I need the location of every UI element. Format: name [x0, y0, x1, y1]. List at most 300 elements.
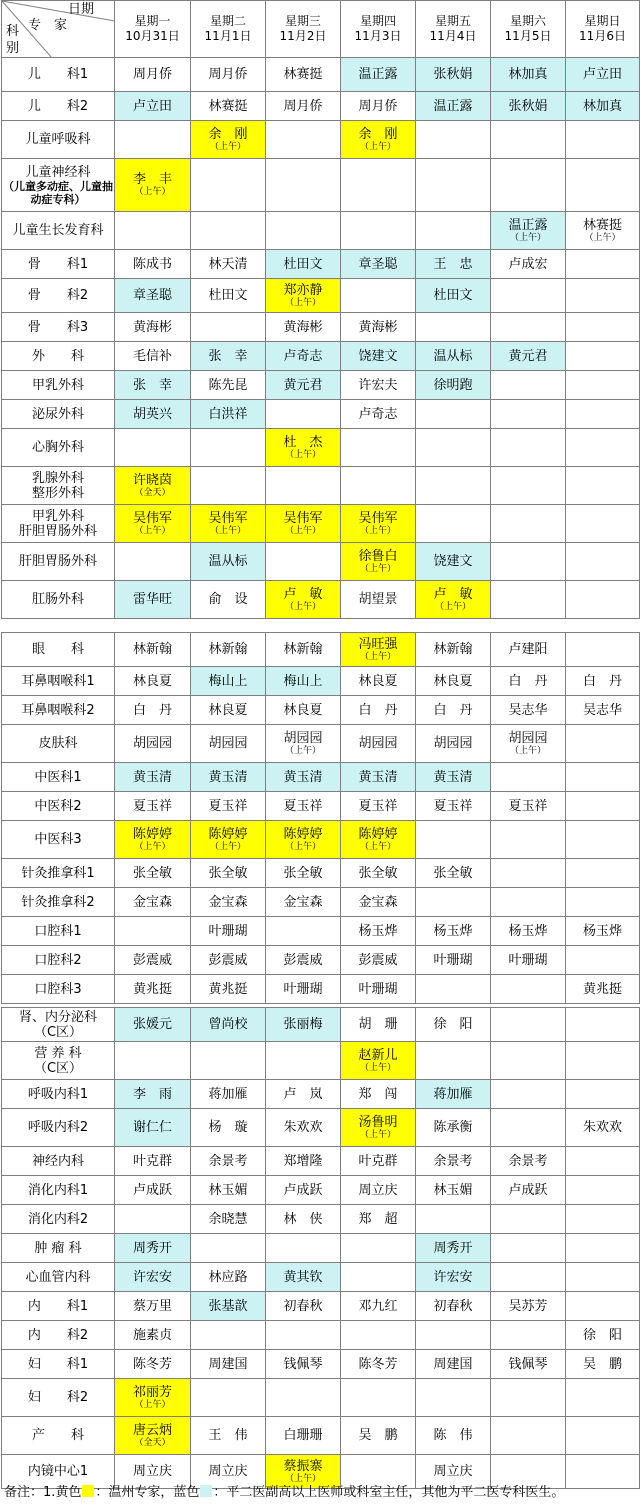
doctor-cell: [266, 725, 341, 763]
doctor-cell: [566, 1109, 640, 1147]
doctor-name: 白 丹: [582, 673, 622, 689]
empty-cell: [416, 467, 491, 505]
doctor-cell: [266, 888, 341, 917]
doctor-cell: [416, 696, 491, 725]
doctor-cell: [341, 1008, 416, 1042]
department-cell: [2, 667, 115, 696]
doctor-name: 陈婷婷: [132, 826, 172, 842]
doctor-name: 彭震威: [283, 952, 323, 968]
empty-cell: [566, 581, 640, 619]
doctor-cell: [416, 1292, 491, 1321]
department-cell: [2, 763, 115, 792]
department-cell: [2, 429, 115, 467]
empty-cell: [416, 212, 491, 250]
doctor-cell: [115, 250, 191, 279]
day-header: [416, 1, 491, 58]
doctor-cell: [566, 696, 640, 725]
session-note: （上午）: [359, 563, 396, 574]
doctor-cell: [191, 121, 266, 159]
department-name: 中医科2: [34, 798, 82, 814]
empty-cell: [191, 1321, 266, 1350]
doctor-name: 吴苏芳: [508, 1298, 548, 1314]
doctor-name: 黄元君: [283, 377, 323, 393]
department-cell: [2, 371, 115, 400]
doctor-cell: [115, 1109, 191, 1147]
doctor-cell: [341, 821, 416, 859]
doctor-name: 徐 阳: [433, 1017, 473, 1032]
table-row: [2, 121, 640, 159]
empty-cell: [191, 429, 266, 467]
empty-cell: [566, 1080, 640, 1109]
doctor-cell: [191, 696, 266, 725]
department-cell: [2, 279, 115, 313]
doctor-name: 朱欢欢: [582, 1120, 622, 1135]
doctor-name: 余景考: [208, 1153, 248, 1169]
doctor-cell: [566, 58, 640, 92]
doctor-cell: [341, 121, 416, 159]
department-cell: [2, 1008, 115, 1042]
doctor-cell: [491, 917, 566, 946]
doctor-name: 初春秋: [283, 1298, 323, 1314]
empty-cell: [566, 1008, 640, 1042]
empty-cell: [491, 975, 566, 1004]
day-header: [491, 1, 566, 58]
empty-cell: [491, 467, 566, 505]
doctor-name: 林天清: [208, 256, 248, 272]
doctor-cell: [115, 1080, 191, 1109]
doctor-name: 杜田文: [433, 288, 473, 303]
doctor-name: 胡园园: [283, 730, 323, 746]
department-name-line2: 肝胆胃肠外科: [18, 523, 97, 539]
doctor-name: 黄其钦: [283, 1269, 323, 1285]
day-header: [191, 1, 266, 58]
doctor-cell: [266, 696, 341, 725]
department-name-line2: （C区）: [33, 1060, 83, 1076]
doctor-cell: [341, 725, 416, 763]
doctor-cell: [115, 888, 191, 917]
doctor-name: 张媛元: [132, 1017, 172, 1032]
doctor-cell: [191, 633, 266, 667]
empty-cell: [341, 1263, 416, 1292]
doctor-name: 白 丹: [358, 702, 398, 718]
day-header: [115, 1, 191, 58]
empty-cell: [566, 1292, 640, 1321]
department-name: 甲乳外科: [31, 377, 84, 393]
doctor-name: 毛信补: [132, 348, 172, 364]
session-note: （上午）: [359, 1062, 396, 1073]
date-label: 11月1日: [204, 29, 252, 43]
doctor-cell: [191, 946, 266, 975]
table-row: [2, 1321, 640, 1350]
doctor-cell: [266, 429, 341, 467]
doctor-name: 饶建文: [433, 554, 473, 569]
doctor-cell: [191, 342, 266, 371]
doctor-name: 余 刚: [208, 126, 248, 142]
doctor-cell: [191, 279, 266, 313]
doctor-name: 杨玉烨: [508, 923, 548, 939]
doctor-cell: [115, 975, 191, 1004]
department-name: 心血管内科: [25, 1269, 91, 1285]
doctor-name: 陈婷婷: [208, 826, 248, 842]
doctor-cell: [191, 1350, 266, 1379]
doctor-name: 白洪祥: [208, 406, 248, 422]
empty-cell: [491, 1008, 566, 1042]
empty-cell: [416, 121, 491, 159]
doctor-cell: [566, 92, 640, 121]
doctor-cell: [341, 792, 416, 821]
doctor-cell: [491, 725, 566, 763]
table-row: [2, 279, 640, 313]
doctor-cell: [341, 1080, 416, 1109]
empty-cell: [566, 821, 640, 859]
doctor-cell: [191, 543, 266, 581]
doctor-name: 雷华旺: [132, 592, 172, 607]
empty-cell: [566, 1379, 640, 1417]
table-row: [2, 342, 640, 371]
doctor-name: 邓九红: [358, 1298, 398, 1314]
doctor-cell: [266, 371, 341, 400]
doctor-name: 胡园园: [433, 736, 473, 751]
doctor-cell: [266, 633, 341, 667]
doctor-name: 夏玉祥: [208, 798, 248, 814]
table-row: [2, 1042, 640, 1080]
empty-cell: [191, 1042, 266, 1080]
doctor-cell: [191, 1205, 266, 1234]
doctor-cell: [491, 1147, 566, 1176]
table-row: [2, 543, 640, 581]
doctor-name: 卢奇志: [283, 348, 323, 364]
doctor-name: 陈婷婷: [358, 826, 398, 842]
empty-cell: [491, 859, 566, 888]
empty-cell: [341, 1379, 416, 1417]
doctor-name: 许晓茵: [132, 472, 172, 488]
doctor-name: 郑 超: [358, 1211, 398, 1227]
table-row: [2, 859, 640, 888]
department-cell: [2, 1292, 115, 1321]
session-note: （上午）: [284, 1473, 321, 1484]
doctor-cell: [266, 1205, 341, 1234]
empty-cell: [115, 429, 191, 467]
doctor-name: 林玉媚: [433, 1182, 473, 1198]
department-cell: [2, 313, 115, 342]
doctor-cell: [416, 279, 491, 313]
schedule-table-1: [1, 0, 640, 619]
department-name: 儿 科1: [27, 67, 89, 82]
doctor-name: 温正露: [358, 67, 398, 82]
empty-cell: [491, 1042, 566, 1080]
session-note: （上午）: [359, 141, 396, 152]
doctor-cell: [266, 1350, 341, 1379]
doctor-name: 张全敏: [208, 865, 248, 881]
doctor-cell: [115, 313, 191, 342]
doctor-cell: [115, 581, 191, 619]
department-name: 妇 科2: [27, 1390, 89, 1405]
doctor-name: 杨玉烨: [433, 923, 473, 939]
department-name: 耳鼻咽喉科2: [21, 702, 95, 718]
doctor-cell: [341, 1292, 416, 1321]
doctor-cell: [341, 400, 416, 429]
doctor-cell: [416, 543, 491, 581]
department-cell: [2, 1080, 115, 1109]
doctor-cell: [341, 92, 416, 121]
doctor-name: 黄兆挺: [132, 981, 172, 997]
schedule-table-2: [1, 632, 640, 1004]
doctor-name: 饶建文: [358, 348, 398, 364]
empty-cell: [566, 429, 640, 467]
department-cell: [2, 250, 115, 279]
doctor-cell: [266, 342, 341, 371]
doctor-cell: [491, 250, 566, 279]
empty-cell: [491, 1109, 566, 1147]
date-label: 11月4日: [429, 29, 477, 43]
weekday-label: 星期二: [209, 14, 246, 28]
empty-cell: [416, 505, 491, 543]
table-row: [2, 1147, 640, 1176]
doctor-name: 胡 珊: [358, 1017, 398, 1032]
doctor-cell: [491, 1350, 566, 1379]
department-name: 肝胆胃肠外科: [18, 554, 97, 569]
doctor-cell: [115, 1176, 191, 1205]
empty-cell: [566, 859, 640, 888]
doctor-name: 郑 闯: [358, 1086, 398, 1102]
doctor-name: 卢 岚: [283, 1086, 323, 1102]
table-row: [2, 888, 640, 917]
doctor-name: 余景考: [433, 1153, 473, 1169]
doctor-name: 余晓慧: [208, 1211, 248, 1227]
doctor-name: 周立庆: [433, 1464, 473, 1479]
empty-cell: [491, 121, 566, 159]
empty-cell: [566, 250, 640, 279]
doctor-cell: [115, 763, 191, 792]
doctor-cell: [191, 667, 266, 696]
doctor-cell: [191, 975, 266, 1004]
doctor-cell: [341, 371, 416, 400]
doctor-cell: [416, 581, 491, 619]
empty-cell: [491, 400, 566, 429]
doctor-name: 夏玉祥: [283, 798, 323, 814]
doctor-name: 金宝森: [208, 894, 248, 910]
session-note: （上午）: [134, 1399, 171, 1410]
doctor-cell: [416, 1147, 491, 1176]
empty-cell: [566, 505, 640, 543]
corner-label-dept-b: 别: [6, 41, 20, 56]
corner-header: [2, 1, 115, 58]
department-cell: [2, 58, 115, 92]
doctor-name: 周月侨: [358, 98, 398, 114]
session-note: （上午）: [584, 232, 621, 243]
session-note: （上午）: [209, 141, 246, 152]
empty-cell: [566, 1147, 640, 1176]
footer-note: [4, 1484, 564, 1502]
doctor-name: 张 幸: [132, 377, 172, 393]
doctor-name: 周建国: [208, 1356, 248, 1372]
doctor-cell: [115, 859, 191, 888]
department-cell: [2, 888, 115, 917]
table-row: [2, 505, 640, 543]
doctor-cell: [491, 696, 566, 725]
header-row: [2, 1, 640, 58]
doctor-name: 吴伟军: [358, 510, 398, 526]
doctor-name: 林良夏: [283, 702, 323, 718]
doctor-name: 卢成跃: [508, 1182, 548, 1198]
department-name: 呼吸内科2: [27, 1120, 89, 1135]
department-cell: [2, 342, 115, 371]
doctor-cell: [266, 946, 341, 975]
doctor-cell: [266, 581, 341, 619]
doctor-cell: [266, 1292, 341, 1321]
doctor-name: 钱佩琴: [508, 1356, 548, 1372]
doctor-name: 王 忠: [433, 256, 473, 272]
empty-cell: [566, 1417, 640, 1455]
footer-text-yellow-legend: ：温州专家，蓝色: [95, 1485, 200, 1500]
doctor-name: 陈承衡: [433, 1120, 473, 1135]
empty-cell: [566, 279, 640, 313]
doctor-name: 胡英兴: [132, 406, 172, 422]
doctor-name: 唐云炳: [132, 1422, 172, 1438]
doctor-name: 初春秋: [433, 1298, 473, 1314]
doctor-name: 彭震威: [358, 952, 398, 968]
table-row: [2, 946, 640, 975]
doctor-cell: [416, 1008, 491, 1042]
doctor-name: 黄玉清: [283, 769, 323, 785]
table-row: [2, 1109, 640, 1147]
doctor-cell: [115, 792, 191, 821]
doctor-cell: [491, 342, 566, 371]
doctor-name: 张秋娟: [433, 67, 473, 82]
doctor-name: 吴 鹏: [358, 1428, 398, 1443]
doctor-cell: [115, 1263, 191, 1292]
empty-cell: [491, 313, 566, 342]
empty-cell: [266, 212, 341, 250]
doctor-cell: [266, 763, 341, 792]
doctor-cell: [115, 1379, 191, 1417]
table-row: [2, 467, 640, 505]
day-header: [341, 1, 416, 58]
doctor-name: 夏玉祥: [433, 798, 473, 814]
doctor-cell: [266, 667, 341, 696]
doctor-name: 黄兆挺: [208, 981, 248, 997]
table-row: [2, 1234, 640, 1263]
empty-cell: [266, 159, 341, 212]
table-row: [2, 581, 640, 619]
weekday-label: 星期五: [434, 14, 471, 28]
table-row: [2, 58, 640, 92]
department-name: 儿 科2: [27, 98, 89, 114]
doctor-name: 黄海彬: [283, 319, 323, 335]
table-row: [2, 696, 640, 725]
empty-cell: [266, 1042, 341, 1080]
doctor-name: 周秀开: [433, 1240, 473, 1256]
doctor-name: 蒋加雁: [433, 1086, 473, 1102]
department-cell: [2, 1379, 115, 1417]
doctor-cell: [115, 696, 191, 725]
doctor-cell: [191, 917, 266, 946]
doctor-cell: [341, 1350, 416, 1379]
doctor-name: 吴志华: [582, 702, 622, 718]
table-row: [2, 725, 640, 763]
doctor-cell: [191, 725, 266, 763]
doctor-name: 叶珊瑚: [433, 952, 473, 968]
doctor-name: 白 丹: [433, 702, 473, 718]
department-name: 皮肤科: [38, 736, 78, 751]
doctor-cell: [416, 859, 491, 888]
doctor-name: 杜田文: [283, 256, 323, 272]
empty-cell: [566, 467, 640, 505]
doctor-name: 张全敏: [283, 865, 323, 881]
doctor-name: 彭震威: [132, 952, 172, 968]
doctor-name: 周立庆: [208, 1464, 248, 1479]
table-row: [2, 1350, 640, 1379]
doctor-cell: [191, 1080, 266, 1109]
doctor-name: 黄兆挺: [582, 981, 622, 997]
doctor-cell: [115, 505, 191, 543]
department-cell: [2, 1176, 115, 1205]
doctor-name: 卢立田: [132, 98, 172, 114]
doctor-name: 梅山上: [208, 673, 248, 689]
department-cell: [2, 1263, 115, 1292]
table-row: [2, 371, 640, 400]
department-name: 针灸推拿科2: [21, 894, 95, 910]
table-row: [2, 400, 640, 429]
department-name: 耳鼻咽喉科1: [21, 673, 95, 689]
empty-cell: [566, 946, 640, 975]
department-name: 骨 科1: [27, 256, 89, 272]
doctor-name: 李 丰: [132, 172, 172, 187]
empty-cell: [416, 1379, 491, 1417]
doctor-name: 温正露: [433, 98, 473, 114]
date-label: 11月2日: [279, 29, 327, 43]
department-name: 口腔科3: [34, 981, 82, 997]
department-name-line2: 整形外科: [31, 485, 84, 501]
doctor-name: 卢成宏: [508, 256, 548, 272]
doctor-name: 张秋娟: [508, 98, 548, 114]
empty-cell: [566, 400, 640, 429]
empty-cell: [491, 1379, 566, 1417]
doctor-name: 黄海彬: [132, 319, 172, 335]
doctor-cell: [115, 633, 191, 667]
doctor-cell: [191, 581, 266, 619]
doctor-cell: [416, 792, 491, 821]
department-cell: [2, 467, 115, 505]
date-label: 11月6日: [579, 29, 626, 43]
empty-cell: [566, 543, 640, 581]
doctor-name: 彭震威: [208, 952, 248, 968]
department-cell: [2, 1147, 115, 1176]
department-name-line2: （C区）: [33, 1024, 83, 1040]
doctor-name: 周月侨: [208, 67, 248, 82]
doctor-name: 卢 敏: [433, 586, 473, 602]
doctor-cell: [115, 821, 191, 859]
doctor-cell: [115, 342, 191, 371]
doctor-name: 祁丽芳: [132, 1384, 172, 1400]
doctor-name: 陈婷婷: [283, 826, 323, 842]
department-cell: [2, 1109, 115, 1147]
session-note: （上午）: [359, 525, 396, 536]
empty-cell: [566, 121, 640, 159]
empty-cell: [416, 313, 491, 342]
doctor-name: 陈先昆: [208, 377, 248, 393]
doctor-cell: [341, 1147, 416, 1176]
doctor-name: 许宏安: [132, 1269, 172, 1285]
empty-cell: [491, 1417, 566, 1455]
department-cell: [2, 92, 115, 121]
doctor-name: 林良夏: [433, 673, 473, 689]
doctor-name: 施素贞: [132, 1327, 172, 1343]
doctor-name: 余 刚: [358, 126, 398, 142]
doctor-cell: [191, 792, 266, 821]
empty-cell: [266, 543, 341, 581]
department-name: 儿童生长发育科: [12, 223, 104, 238]
